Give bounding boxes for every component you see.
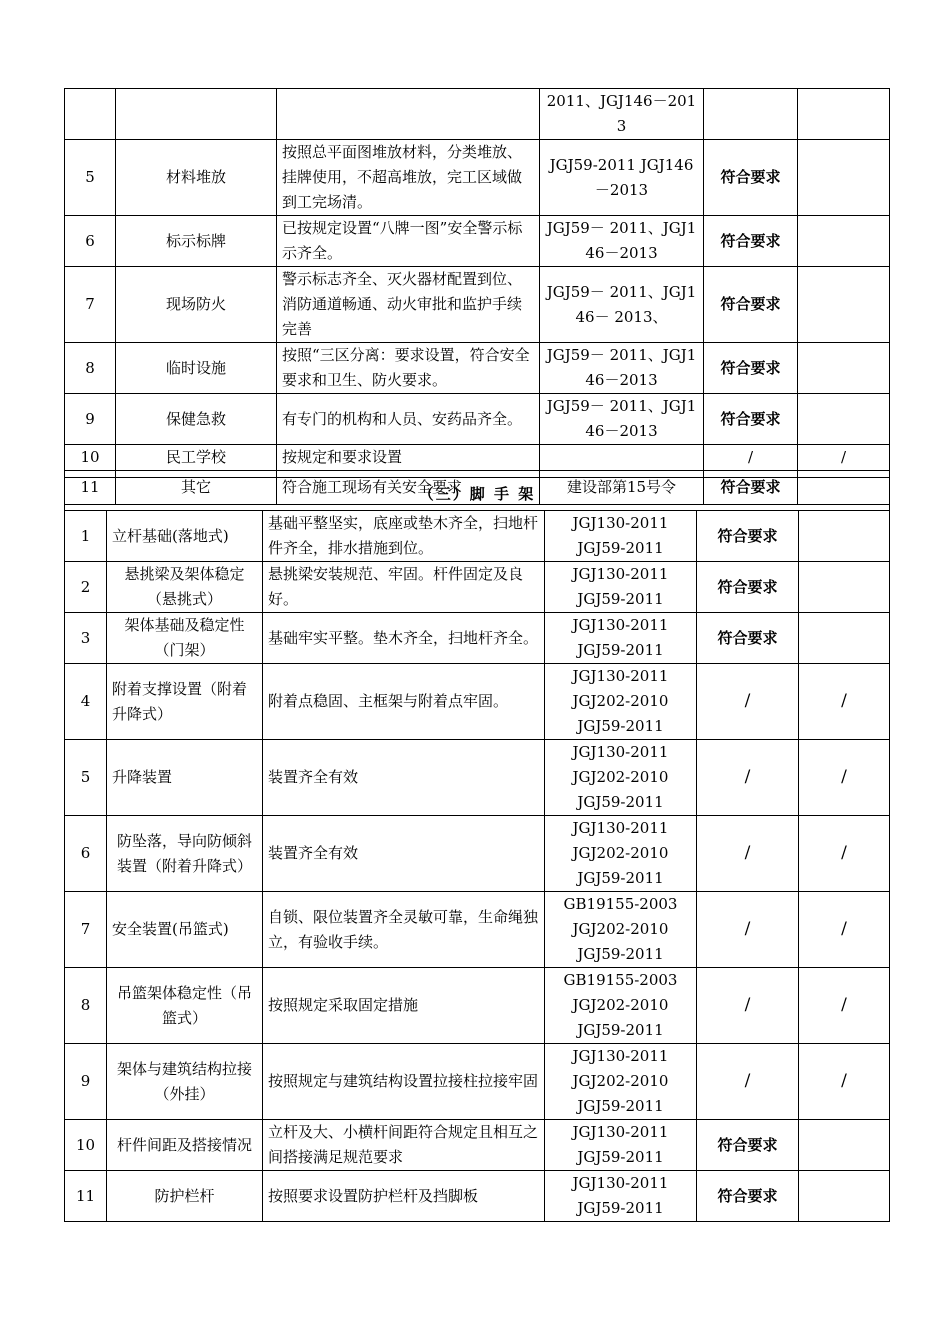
inspection-table-site-management (64, 88, 890, 505)
row-number: 1 (65, 511, 107, 562)
row-number (65, 89, 116, 140)
check-result: / (697, 1044, 799, 1120)
remark (799, 511, 890, 562)
table-row (65, 140, 890, 216)
row-number: 5 (65, 140, 116, 216)
check-result: 符合要求 (704, 394, 798, 445)
check-description: 附着点稳固、主框架与附着点牢固。 (263, 664, 545, 740)
row-number: 2 (65, 562, 107, 613)
check-result: 符合要求 (697, 562, 799, 613)
check-item: 吊篮架体稳定性（吊篮式） (107, 968, 263, 1044)
check-result (704, 89, 798, 140)
table-row (65, 1120, 890, 1171)
row-number: 7 (65, 267, 116, 343)
remark (799, 613, 890, 664)
table-row (65, 968, 890, 1044)
row-number: 3 (65, 613, 107, 664)
check-description: 装置齐全有效 (263, 816, 545, 892)
row-number: 6 (65, 216, 116, 267)
row-number: 9 (65, 1044, 107, 1120)
table-row (65, 394, 890, 445)
section-title: （三）脚 手 架 (65, 478, 890, 511)
remark (798, 343, 890, 394)
table-row (65, 562, 890, 613)
standard-reference: JGJ59－ 2011、JGJ146－2013 (540, 343, 704, 394)
check-description: 按照总平面图堆放材料，分类堆放、挂牌使用，不超高堆放，完工区域做到工完场清。 (277, 140, 540, 216)
check-result: / (697, 816, 799, 892)
standard-reference: JGJ59－ 2011、JGJ146－2013 (540, 394, 704, 445)
check-item: 其它 (116, 471, 277, 505)
check-description (277, 89, 540, 140)
table-row (65, 343, 890, 394)
check-description: 立杆及大、小横杆间距符合规定且相互之间搭接满足规范要求 (263, 1120, 545, 1171)
table-row (65, 892, 890, 968)
check-item: 标示标牌 (116, 216, 277, 267)
check-item: 防护栏杆 (107, 1171, 263, 1222)
table-row (65, 613, 890, 664)
row-number: 8 (65, 968, 107, 1044)
row-number: 11 (65, 471, 116, 505)
standard-reference: JGJ130-2011 JGJ59-2011 (545, 562, 697, 613)
check-description: 基础平整坚实，底座或垫木齐全，扫地杆件齐全，排水措施到位。 (263, 511, 545, 562)
check-result: 符合要求 (697, 1120, 799, 1171)
standard-reference: JGJ130-2011 JGJ202-2010 JGJ59-2011 (545, 740, 697, 816)
standard-reference: JGJ130-2011 JGJ59-2011 (545, 511, 697, 562)
check-result: 符合要求 (697, 1171, 799, 1222)
standard-reference: JGJ59－ 2011、JGJ146－2013 (540, 216, 704, 267)
check-description: 有专门的机构和人员、安药品齐全。 (277, 394, 540, 445)
remark (798, 89, 890, 140)
standard-reference: JGJ130-2011 JGJ202-2010 JGJ59-2011 (545, 664, 697, 740)
table-row (65, 1044, 890, 1120)
check-item: 悬挑梁及架体稳定（悬挑式） (107, 562, 263, 613)
table-row (65, 1171, 890, 1222)
check-result: 符合要求 (704, 140, 798, 216)
remark (798, 394, 890, 445)
check-description: 悬挑梁安装规范、牢固。杆件固定及良好。 (263, 562, 545, 613)
table-row (65, 664, 890, 740)
check-description: 按照“三区分离：要求设置，符合安全要求和卫生、防火要求。 (277, 343, 540, 394)
table-row (65, 267, 890, 343)
section-header-row (65, 478, 890, 511)
table-row (65, 816, 890, 892)
remark (798, 140, 890, 216)
remark: / (799, 968, 890, 1044)
check-description: 基础牢实平整。垫木齐全，扫地杆齐全。 (263, 613, 545, 664)
check-item: 安全装置(吊篮式) (107, 892, 263, 968)
check-description: 按照规定采取固定措施 (263, 968, 545, 1044)
check-item: 附着支撑设置（附着升降式） (107, 664, 263, 740)
row-number: 10 (65, 445, 116, 471)
table-row (65, 216, 890, 267)
standard-reference: 2011、JGJ146－2013 (540, 89, 704, 140)
remark: / (799, 816, 890, 892)
check-result: 符合要求 (697, 511, 799, 562)
standard-reference: JGJ130-2011 JGJ59-2011 (545, 1171, 697, 1222)
inspection-table-scaffolding (64, 477, 890, 1222)
standard-reference: GB19155-2003 JGJ202-2010 JGJ59-2011 (545, 892, 697, 968)
table-row (65, 89, 890, 140)
check-result: 符合要求 (704, 343, 798, 394)
table-row (65, 445, 890, 471)
check-description: 按照规定与建筑结构设置拉接柱拉接牢固 (263, 1044, 545, 1120)
row-number: 6 (65, 816, 107, 892)
check-description: 符合施工现场有关安全要求 (277, 471, 540, 505)
table-row (65, 511, 890, 562)
row-number: 8 (65, 343, 116, 394)
standard-reference: 建设部第15号令 (540, 471, 704, 505)
check-description: 已按规定设置“八牌一图”安全警示标示齐全。 (277, 216, 540, 267)
check-item: 架体基础及稳定性（门架） (107, 613, 263, 664)
standard-reference: JGJ59－ 2011、JGJ146－ 2013、 (540, 267, 704, 343)
table-row (65, 740, 890, 816)
check-item: 升降装置 (107, 740, 263, 816)
remark (799, 1120, 890, 1171)
check-result: / (697, 968, 799, 1044)
remark (798, 267, 890, 343)
check-result: / (697, 740, 799, 816)
row-number: 10 (65, 1120, 107, 1171)
check-item: 材料堆放 (116, 140, 277, 216)
check-description: 按照要求设置防护栏杆及挡脚板 (263, 1171, 545, 1222)
standard-reference: JGJ130-2011 JGJ202-2010 JGJ59-2011 (545, 1044, 697, 1120)
standard-reference: JGJ130-2011 JGJ59-2011 (545, 613, 697, 664)
check-result: / (704, 445, 798, 471)
row-number: 9 (65, 394, 116, 445)
check-result: / (697, 664, 799, 740)
check-item: 防坠落，导向防倾斜装置（附着升降式） (107, 816, 263, 892)
standard-reference (540, 445, 704, 471)
check-description: 自锁、限位装置齐全灵敏可靠，生命绳独立，有验收手续。 (263, 892, 545, 968)
check-result: 符合要求 (704, 471, 798, 505)
check-item (116, 89, 277, 140)
row-number: 5 (65, 740, 107, 816)
check-item: 临时设施 (116, 343, 277, 394)
standard-reference: GB19155-2003 JGJ202-2010 JGJ59-2011 (545, 968, 697, 1044)
check-item: 现场防火 (116, 267, 277, 343)
check-item: 立杆基础(落地式) (107, 511, 263, 562)
standard-reference: JGJ59-2011 JGJ146－2013 (540, 140, 704, 216)
check-item: 民工学校 (116, 445, 277, 471)
check-item: 架体与建筑结构拉接（外挂） (107, 1044, 263, 1120)
remark (799, 1171, 890, 1222)
check-item: 杆件间距及搭接情况 (107, 1120, 263, 1171)
remark: / (799, 1044, 890, 1120)
check-result: 符合要求 (704, 216, 798, 267)
check-description: 警示标志齐全、灭火器材配置到位、消防通道畅通、动火审批和监护手续完善 (277, 267, 540, 343)
remark: / (798, 445, 890, 471)
remark: / (799, 892, 890, 968)
check-description: 装置齐全有效 (263, 740, 545, 816)
row-number: 11 (65, 1171, 107, 1222)
row-number: 7 (65, 892, 107, 968)
check-result: / (697, 892, 799, 968)
remark (799, 562, 890, 613)
check-result: 符合要求 (704, 267, 798, 343)
standard-reference: JGJ130-2011 JGJ59-2011 (545, 1120, 697, 1171)
standard-reference: JGJ130-2011 JGJ202-2010 JGJ59-2011 (545, 816, 697, 892)
check-result: 符合要求 (697, 613, 799, 664)
check-item: 保健急救 (116, 394, 277, 445)
remark (798, 216, 890, 267)
remark: / (799, 664, 890, 740)
remark: / (799, 740, 890, 816)
row-number: 4 (65, 664, 107, 740)
check-description: 按规定和要求设置 (277, 445, 540, 471)
